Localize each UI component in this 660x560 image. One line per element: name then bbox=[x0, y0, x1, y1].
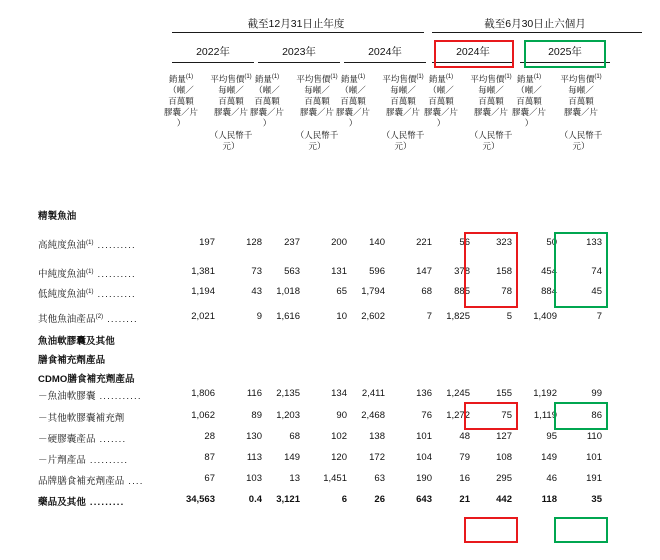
table-cell: 67 bbox=[204, 473, 215, 484]
table-cell: 138 bbox=[369, 431, 385, 442]
table-cell: 101 bbox=[416, 431, 432, 442]
header-year-2022: 2022年 bbox=[196, 46, 230, 58]
table-cell: 76 bbox=[421, 410, 432, 421]
table-cell: 885 bbox=[454, 286, 470, 297]
leader-dots: .......... bbox=[93, 289, 136, 300]
table-cell: 118 bbox=[541, 494, 557, 505]
table-cell: 99 bbox=[591, 388, 602, 399]
table-cell: 13 bbox=[289, 473, 300, 484]
header-year-2024-interim: 2024年 bbox=[456, 46, 490, 58]
subheader-volume-2024-interim: 銷量$^{(1)}$ （噸／ 百萬顆 膠囊／片 ） bbox=[423, 73, 458, 128]
table-cell: 0.4 bbox=[248, 494, 262, 505]
table-cell: 9 bbox=[256, 311, 262, 322]
subheader-volume-2025-interim: 銷量$^{(1)}$ （噸／ 百萬顆 膠囊／片 ） bbox=[511, 73, 546, 128]
rule-year-2025-interim bbox=[520, 62, 610, 63]
table-cell: 149 bbox=[541, 452, 557, 463]
table-cell: 50 bbox=[546, 237, 557, 248]
table-cell: 78 bbox=[501, 286, 512, 297]
row-label: －硬膠囊產品 ....... bbox=[38, 434, 127, 445]
leader-dots: .......... bbox=[93, 240, 136, 251]
table-cell: 2,602 bbox=[361, 311, 385, 322]
header-year-2023: 2023年 bbox=[282, 46, 316, 58]
leader-dots: .......... bbox=[86, 455, 129, 466]
table-cell: 95 bbox=[546, 431, 557, 442]
table-cell: 101 bbox=[586, 452, 602, 463]
highlight-2024-price-pharma bbox=[464, 517, 518, 543]
rule-year-2022 bbox=[172, 62, 254, 63]
table-cell: 34,563 bbox=[185, 494, 215, 505]
table-cell: 5 bbox=[506, 311, 512, 322]
table-cell: 2,135 bbox=[276, 388, 300, 399]
section-label: 魚油軟膠囊及其他 bbox=[38, 336, 115, 347]
table-cell: 2,411 bbox=[361, 388, 385, 399]
table-cell: 1,825 bbox=[446, 311, 470, 322]
table-cell: 454 bbox=[541, 266, 557, 277]
header-year-2024-annual: 2024年 bbox=[368, 46, 402, 58]
table-cell: 1,381 bbox=[191, 266, 215, 277]
subheader-volume-2022: 銷量$^{(1)}$ （噸／ 百萬顆 膠囊／片 ） bbox=[163, 73, 198, 128]
table-cell: 86 bbox=[591, 410, 602, 421]
table-cell: 131 bbox=[331, 266, 347, 277]
table-cell: 1,062 bbox=[191, 410, 215, 421]
row-label: 高純度魚油$^{(1)}$ .......... bbox=[38, 239, 136, 251]
table-cell: 323 bbox=[496, 237, 512, 248]
leader-dots: ........... bbox=[95, 391, 142, 402]
table-cell: 113 bbox=[246, 452, 262, 463]
table-cell: 1,119 bbox=[533, 410, 557, 421]
table-cell: 65 bbox=[336, 286, 347, 297]
leader-dots: .......... bbox=[93, 269, 136, 280]
table-cell: 1,616 bbox=[276, 311, 300, 322]
table-cell: 130 bbox=[246, 431, 262, 442]
table-cell: 10 bbox=[336, 311, 347, 322]
row-label: －魚油軟膠囊 ........... bbox=[38, 391, 142, 402]
table-cell: 75 bbox=[501, 410, 512, 421]
table-cell: 74 bbox=[591, 266, 602, 277]
subheader-volume-2024-annual: 銷量$^{(1)}$ （噸／ 百萬顆 膠囊／片 ） bbox=[335, 73, 370, 128]
rule-year-2024-interim bbox=[432, 62, 514, 63]
table-cell: 197 bbox=[199, 237, 215, 248]
leader-dots: ......... bbox=[86, 497, 125, 508]
table-cell: 48 bbox=[459, 431, 470, 442]
table-cell: 7 bbox=[426, 311, 432, 322]
table-cell: 191 bbox=[586, 473, 602, 484]
table-cell: 221 bbox=[416, 237, 432, 248]
table-cell: 3,121 bbox=[276, 494, 300, 505]
table-cell: 134 bbox=[331, 388, 347, 399]
table-cell: 2,468 bbox=[361, 410, 385, 421]
table-cell: 295 bbox=[496, 473, 512, 484]
table-cell: 1,794 bbox=[361, 286, 385, 297]
table-cell: 102 bbox=[331, 431, 347, 442]
rule-year-2023 bbox=[258, 62, 340, 63]
table-cell: 73 bbox=[251, 266, 262, 277]
highlight-2025-price-pharma bbox=[554, 517, 608, 543]
table-cell: 108 bbox=[496, 452, 512, 463]
table-cell: 147 bbox=[416, 266, 432, 277]
table-cell: 149 bbox=[284, 452, 300, 463]
table-cell: 110 bbox=[586, 431, 602, 442]
table-cell: 1,192 bbox=[533, 388, 557, 399]
rule-group-right bbox=[432, 32, 642, 33]
table-cell: 1,018 bbox=[276, 286, 300, 297]
table-cell: 116 bbox=[246, 388, 262, 399]
table-cell: 89 bbox=[251, 410, 262, 421]
table-cell: 6 bbox=[341, 494, 347, 505]
subheader-price-2022: 平均售價$^{(1)}$ 每噸／ 百萬顆 膠囊／片 （人民幣千 元） bbox=[209, 73, 253, 151]
row-label: －其他軟膠囊補充劑 bbox=[38, 413, 125, 424]
table-cell: 172 bbox=[369, 452, 385, 463]
leader-dots: ........ bbox=[103, 314, 138, 325]
row-label: 品牌膳食補充劑產品 .... bbox=[38, 476, 144, 487]
table-cell: 79 bbox=[459, 452, 470, 463]
table-cell: 43 bbox=[251, 286, 262, 297]
leader-dots: ....... bbox=[95, 434, 127, 445]
table-cell: 68 bbox=[421, 286, 432, 297]
section-label: CDMO膳食補充劑產品 bbox=[38, 374, 135, 385]
row-label: 其他魚油產品$^{(2)}$ ........ bbox=[38, 313, 138, 325]
table-cell: 2,021 bbox=[191, 311, 215, 322]
table-cell: 56 bbox=[459, 237, 470, 248]
row-label: 藥品及其他 ......... bbox=[38, 497, 125, 508]
row-label: －片劑產品 .......... bbox=[38, 455, 129, 466]
table-cell: 378 bbox=[454, 266, 470, 277]
table-cell: 190 bbox=[416, 473, 432, 484]
table-cell: 1,245 bbox=[446, 388, 470, 399]
table-cell: 643 bbox=[416, 494, 432, 505]
subheader-price-2025-interim: 平均售價$^{(1)}$ 每噸／ 百萬顆 膠囊／片 （人民幣千 元） bbox=[559, 73, 603, 151]
table-cell: 127 bbox=[496, 431, 512, 442]
table-cell: 104 bbox=[416, 452, 432, 463]
table-cell: 158 bbox=[496, 266, 512, 277]
rule-year-2024-annual bbox=[344, 62, 426, 63]
table-cell: 1,451 bbox=[323, 473, 347, 484]
table-cell: 1,194 bbox=[191, 286, 215, 297]
row-label: 低純度魚油$^{(1)}$ .......... bbox=[38, 288, 136, 300]
table-cell: 45 bbox=[591, 286, 602, 297]
table-cell: 103 bbox=[246, 473, 262, 484]
table-cell: 1,203 bbox=[276, 410, 300, 421]
table-cell: 155 bbox=[496, 388, 512, 399]
table-cell: 28 bbox=[204, 431, 215, 442]
table-cell: 200 bbox=[331, 237, 347, 248]
subheader-price-2024-interim: 平均售價$^{(1)}$ 每噸／ 百萬顆 膠囊／片 （人民幣千 元） bbox=[469, 73, 513, 151]
table-cell: 87 bbox=[204, 452, 215, 463]
table-cell: 1,272 bbox=[446, 410, 470, 421]
table-cell: 128 bbox=[246, 237, 262, 248]
table-cell: 1,806 bbox=[191, 388, 215, 399]
leader-dots: .... bbox=[124, 476, 144, 487]
rule-group-left bbox=[172, 32, 424, 33]
table-cell: 140 bbox=[369, 237, 385, 248]
table-cell: 63 bbox=[374, 473, 385, 484]
section-label: 精製魚油 bbox=[38, 211, 77, 222]
table-cell: 133 bbox=[586, 237, 602, 248]
header-group-left: 截至12月31日止年度 bbox=[247, 18, 345, 30]
table-cell: 26 bbox=[374, 494, 385, 505]
table-cell: 68 bbox=[289, 431, 300, 442]
table-cell: 35 bbox=[591, 494, 602, 505]
row-label: 中純度魚油$^{(1)}$ .......... bbox=[38, 268, 136, 280]
table-cell: 7 bbox=[596, 311, 602, 322]
table-cell: 237 bbox=[284, 237, 300, 248]
section-label: 膳食補充劑產品 bbox=[38, 355, 106, 366]
table-cell: 136 bbox=[416, 388, 432, 399]
table-cell: 884 bbox=[541, 286, 557, 297]
table-cell: 21 bbox=[459, 494, 470, 505]
table-cell: 442 bbox=[496, 494, 512, 505]
table-cell: 46 bbox=[546, 473, 557, 484]
table-cell: 1,409 bbox=[533, 311, 557, 322]
table-cell: 563 bbox=[284, 266, 300, 277]
subheader-price-2023: 平均售價$^{(1)}$ 每噸／ 百萬顆 膠囊／片 （人民幣千 元） bbox=[295, 73, 339, 151]
subheader-volume-2023: 銷量$^{(1)}$ （噸／ 百萬顆 膠囊／片 ） bbox=[249, 73, 284, 128]
header-group-right: 截至6月30日止六個月 bbox=[484, 18, 586, 30]
table-cell: 120 bbox=[331, 452, 347, 463]
table-cell: 90 bbox=[336, 410, 347, 421]
table-cell: 16 bbox=[459, 473, 470, 484]
header-year-2025-interim: 2025年 bbox=[548, 46, 582, 58]
subheader-price-2024-annual: 平均售價$^{(1)}$ 每噸／ 百萬顆 膠囊／片 （人民幣千 元） bbox=[381, 73, 425, 151]
table-cell: 596 bbox=[369, 266, 385, 277]
